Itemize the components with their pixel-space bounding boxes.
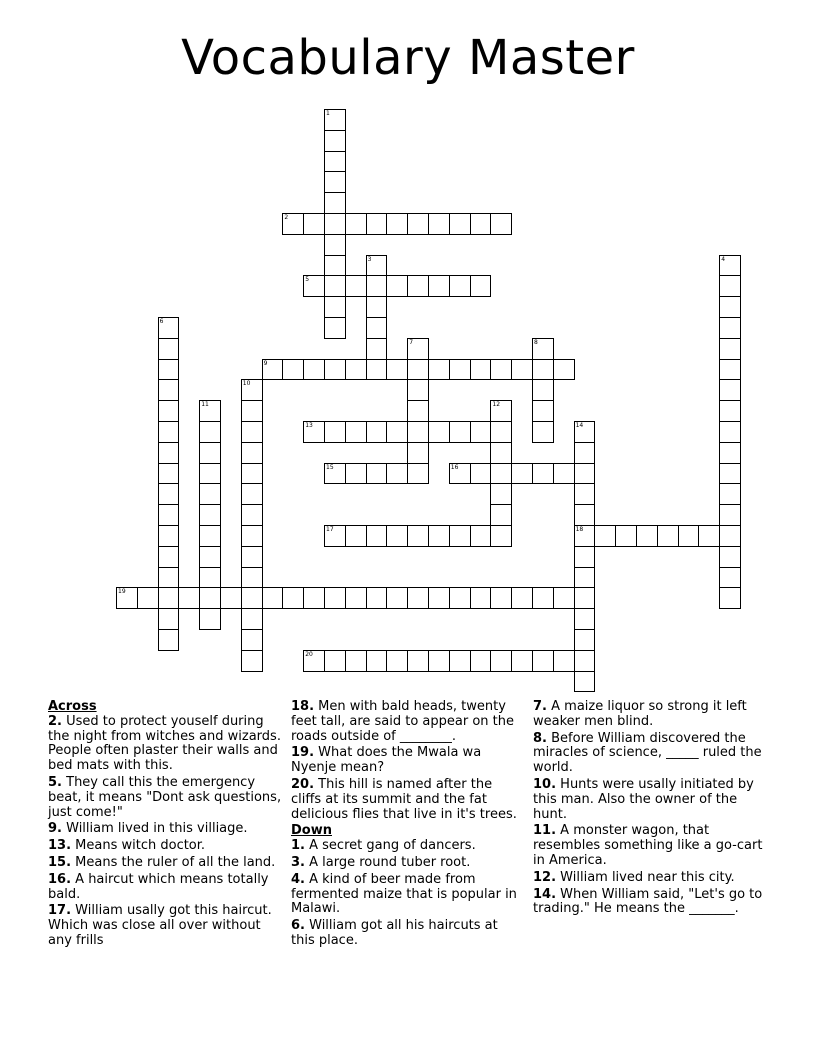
grid-cell[interactable] <box>719 567 741 589</box>
grid-cell[interactable] <box>366 650 388 672</box>
clue-number: 12. <box>533 869 557 885</box>
grid-cell[interactable] <box>428 421 450 443</box>
cell-number: 13 <box>305 422 313 429</box>
grid-cell[interactable] <box>282 587 304 609</box>
grid-cell[interactable] <box>407 338 429 360</box>
grid-cell[interactable] <box>241 546 263 568</box>
grid-cell[interactable] <box>574 421 596 443</box>
clue-number: 20. <box>291 776 315 792</box>
clue-number: 9. <box>48 821 62 837</box>
grid-cell[interactable] <box>719 296 741 318</box>
grid-cell[interactable] <box>386 463 408 485</box>
clue-number: 6. <box>291 918 305 934</box>
grid-cell[interactable] <box>470 359 492 381</box>
grid-cell[interactable] <box>490 442 512 464</box>
down-clue <box>533 732 769 776</box>
grid-cell[interactable] <box>657 525 679 547</box>
cell-number: 2 <box>284 214 289 221</box>
grid-cell[interactable] <box>490 525 512 547</box>
clues-column-1 <box>48 700 284 951</box>
grid-cell[interactable] <box>241 379 263 401</box>
grid-cell[interactable] <box>199 421 221 443</box>
grid-cell[interactable] <box>158 463 180 485</box>
grid-cell[interactable] <box>678 525 700 547</box>
clue-number: 19. <box>291 745 315 761</box>
cell-number: 8 <box>534 338 538 346</box>
grid-cell[interactable] <box>574 546 596 568</box>
grid-cell[interactable] <box>178 587 200 609</box>
clue-text: A monster wagon, that resembles something like a go-cart in America. <box>533 823 763 868</box>
grid-cell[interactable] <box>511 650 533 672</box>
grid-cell[interactable] <box>199 504 221 526</box>
grid-cell[interactable] <box>386 359 408 381</box>
grid-cell[interactable] <box>366 338 388 360</box>
grid-cell[interactable] <box>158 359 180 381</box>
across-clue <box>48 822 284 837</box>
across-clue <box>48 904 284 948</box>
grid-cell[interactable] <box>428 525 450 547</box>
cell-number: 1 <box>326 110 330 117</box>
cell-number: 4 <box>721 255 726 263</box>
clue-text: William lived near this city. <box>560 869 735 885</box>
grid-cell[interactable] <box>407 463 429 485</box>
grid-cell[interactable] <box>386 213 408 235</box>
grid-cell[interactable] <box>324 151 346 173</box>
grid-cell[interactable] <box>241 421 263 443</box>
clue-number: 2. <box>48 713 62 729</box>
grid-cell[interactable] <box>470 213 492 235</box>
grid-cell[interactable] <box>158 483 180 505</box>
grid-cell[interactable] <box>490 213 512 235</box>
grid-cell[interactable] <box>719 379 741 401</box>
grid-cell[interactable] <box>615 525 637 547</box>
grid-cell[interactable] <box>324 317 346 339</box>
grid-cell[interactable] <box>199 442 221 464</box>
clue-text: A haircut which means totally bald. <box>48 871 269 902</box>
grid-cell[interactable] <box>698 525 720 547</box>
grid-cell[interactable] <box>532 463 554 485</box>
down-clue <box>533 871 769 886</box>
grid-cell[interactable] <box>366 525 388 547</box>
cell-number: 15 <box>326 463 334 471</box>
grid-cell[interactable] <box>470 275 492 297</box>
grid-cell[interactable] <box>719 525 741 547</box>
cell-number: 7 <box>409 338 414 346</box>
down-clue <box>291 839 521 854</box>
grid-cell[interactable] <box>428 359 450 381</box>
grid-cell[interactable] <box>449 421 471 443</box>
clue-number: 8. <box>533 730 547 746</box>
grid-cell[interactable] <box>532 379 554 401</box>
clue-text: William got all his haircuts at this place. <box>291 918 498 948</box>
grid-cell[interactable] <box>594 525 616 547</box>
grid-cell[interactable] <box>574 650 596 672</box>
grid-cell[interactable] <box>532 338 554 360</box>
grid-cell[interactable] <box>241 587 263 609</box>
grid-cell[interactable] <box>158 629 180 651</box>
grid-cell[interactable] <box>366 317 388 339</box>
clues-column-2 <box>291 700 521 951</box>
grid-cell[interactable] <box>324 192 346 214</box>
grid-cell[interactable] <box>324 213 346 235</box>
grid-cell[interactable] <box>490 650 512 672</box>
grid-cell[interactable] <box>449 525 471 547</box>
grid-cell[interactable] <box>719 587 741 609</box>
grid-cell[interactable] <box>532 650 554 672</box>
grid-cell[interactable] <box>719 463 741 485</box>
grid-cell[interactable] <box>199 587 221 609</box>
grid-cell[interactable] <box>303 359 325 381</box>
across-header: Across <box>48 699 97 714</box>
down-header: Down <box>291 823 332 839</box>
down-clue <box>533 778 769 822</box>
grid-cell[interactable] <box>636 525 658 547</box>
grid-cell[interactable] <box>490 359 512 381</box>
grid-cell[interactable] <box>719 317 741 339</box>
grid-cell[interactable] <box>366 213 388 235</box>
clue-text: When William said, "Let's go to trading." He means the _______. <box>533 886 763 917</box>
down-clue <box>533 824 769 868</box>
grid-cell[interactable] <box>490 421 512 443</box>
grid-cell[interactable] <box>719 400 741 422</box>
cell-number: 17 <box>326 526 334 533</box>
grid-cell[interactable] <box>490 400 512 422</box>
across-clue <box>48 776 284 820</box>
grid-cell[interactable] <box>428 650 450 672</box>
grid-cell[interactable] <box>303 213 325 235</box>
clue-number: 1. <box>291 838 305 854</box>
down-clue <box>291 873 521 917</box>
grid-cell[interactable] <box>324 525 346 547</box>
grid-cell[interactable] <box>303 650 325 672</box>
clue-number: 11. <box>533 823 557 839</box>
grid-cell[interactable] <box>407 650 429 672</box>
grid-cell[interactable] <box>719 255 741 277</box>
clue-number: 18. <box>291 699 315 714</box>
grid-cell[interactable] <box>574 629 596 651</box>
grid-cell[interactable] <box>511 587 533 609</box>
grid-cell[interactable] <box>324 359 346 381</box>
grid-cell[interactable] <box>241 483 263 505</box>
grid-cell[interactable] <box>574 608 596 630</box>
grid-cell[interactable] <box>220 587 242 609</box>
grid-cell[interactable] <box>386 587 408 609</box>
grid-cell[interactable] <box>324 109 346 131</box>
clue-text: Hunts were usally initiated by this man. Also the owner of the hunt. <box>533 776 754 822</box>
grid-cell[interactable] <box>511 359 533 381</box>
grid-cell[interactable] <box>158 442 180 464</box>
grid-cell[interactable] <box>345 650 367 672</box>
grid-cell[interactable] <box>719 483 741 505</box>
grid-cell[interactable] <box>470 650 492 672</box>
grid-cell[interactable] <box>324 463 346 485</box>
grid-cell[interactable] <box>470 463 492 485</box>
grid-cell[interactable] <box>470 525 492 547</box>
grid-cell[interactable] <box>158 421 180 443</box>
clue-text: A kind of beer made from fermented maize that is popular in Malawi. <box>291 871 517 917</box>
grid-cell[interactable] <box>719 421 741 443</box>
grid-cell[interactable] <box>428 275 450 297</box>
clue-text: Used to protect youself during the night from witches and wizards. People often plaster their walls and bed mats with this. <box>48 713 281 774</box>
grid-cell[interactable] <box>241 525 263 547</box>
grid-cell[interactable] <box>449 359 471 381</box>
grid-cell[interactable] <box>449 587 471 609</box>
grid-cell[interactable] <box>719 504 741 526</box>
clue-number: 16. <box>48 871 72 887</box>
grid-cell[interactable] <box>158 587 180 609</box>
grid-cell[interactable] <box>719 338 741 360</box>
grid-cell[interactable] <box>574 587 596 609</box>
grid-cell[interactable] <box>345 213 367 235</box>
clue-text: Men with bald heads, twenty feet tall, are said to appear on the roads outside of ________. <box>291 699 514 744</box>
grid-cell[interactable] <box>241 650 263 672</box>
grid-cell[interactable] <box>386 525 408 547</box>
cell-number: 6 <box>159 318 164 325</box>
grid-cell[interactable] <box>574 671 596 693</box>
grid-cell[interactable] <box>303 421 325 443</box>
clue-text: A secret gang of dancers. <box>309 838 476 854</box>
grid-cell[interactable] <box>719 275 741 297</box>
grid-cell[interactable] <box>574 567 596 589</box>
grid-cell[interactable] <box>345 587 367 609</box>
grid-cell[interactable] <box>241 463 263 485</box>
grid-cell[interactable] <box>241 400 263 422</box>
grid-cell[interactable] <box>199 483 221 505</box>
cell-number: 10 <box>242 380 251 388</box>
grid-cell[interactable] <box>719 442 741 464</box>
grid-cell[interactable] <box>449 463 471 485</box>
grid-cell[interactable] <box>574 483 596 505</box>
grid-cell[interactable] <box>345 463 367 485</box>
grid-cell[interactable] <box>241 629 263 651</box>
page-title: Vocabulary Master <box>181 30 635 86</box>
grid-cell[interactable] <box>158 608 180 630</box>
grid-cell[interactable] <box>407 400 429 422</box>
grid-cell[interactable] <box>366 463 388 485</box>
grid-cell[interactable] <box>241 567 263 589</box>
grid-cell[interactable] <box>511 463 533 485</box>
across-clue <box>291 700 521 744</box>
grid-cell[interactable] <box>449 275 471 297</box>
clue-number: 7. <box>533 699 547 714</box>
grid-cell[interactable] <box>574 463 596 485</box>
clue-number: 14. <box>533 886 557 902</box>
grid-cell[interactable] <box>345 275 367 297</box>
grid-cell[interactable] <box>490 483 512 505</box>
across-clue <box>48 856 284 871</box>
grid-cell[interactable] <box>158 567 180 589</box>
grid-cell[interactable] <box>553 463 575 485</box>
grid-cell[interactable] <box>553 650 575 672</box>
clue-text: What does the Mwala wa Nyenje mean? <box>291 745 482 776</box>
across-clue <box>291 746 521 776</box>
grid-cell[interactable] <box>470 587 492 609</box>
grid-cell[interactable] <box>241 442 263 464</box>
cell-number: 5 <box>305 276 310 284</box>
grid-cell[interactable] <box>199 463 221 485</box>
cell-number: 20 <box>305 650 313 658</box>
clue-number: 13. <box>48 838 72 854</box>
grid-cell[interactable] <box>158 546 180 568</box>
grid-cell[interactable] <box>199 608 221 630</box>
grid-cell[interactable] <box>262 359 284 381</box>
grid-cell[interactable] <box>324 255 346 277</box>
grid-cell[interactable] <box>199 567 221 589</box>
grid-cell[interactable] <box>241 504 263 526</box>
cell-number: 18 <box>575 526 584 533</box>
cell-number: 14 <box>575 422 584 429</box>
clue-number: 15. <box>48 854 72 870</box>
grid-cell[interactable] <box>407 421 429 443</box>
grid-cell[interactable] <box>407 379 429 401</box>
down-clue <box>291 856 521 871</box>
cell-number: 3 <box>367 255 372 263</box>
grid-cell[interactable] <box>490 504 512 526</box>
grid-cell[interactable] <box>719 546 741 568</box>
grid-cell[interactable] <box>324 587 346 609</box>
across-clue <box>48 839 284 854</box>
clue-number: 4. <box>291 871 305 887</box>
grid-cell[interactable] <box>407 213 429 235</box>
clues-column-3 <box>533 700 769 919</box>
clue-number: 3. <box>291 854 305 870</box>
grid-cell[interactable] <box>366 275 388 297</box>
clue-number: 5. <box>48 774 62 790</box>
grid-cell[interactable] <box>241 608 263 630</box>
grid-cell[interactable] <box>303 275 325 297</box>
grid-cell[interactable] <box>449 650 471 672</box>
grid-cell[interactable] <box>386 421 408 443</box>
grid-cell[interactable] <box>428 587 450 609</box>
grid-cell[interactable] <box>470 421 492 443</box>
grid-cell[interactable] <box>158 504 180 526</box>
grid-cell[interactable] <box>407 525 429 547</box>
grid-cell[interactable] <box>324 234 346 256</box>
grid-cell[interactable] <box>490 587 512 609</box>
grid-cell[interactable] <box>116 587 138 609</box>
grid-cell[interactable] <box>324 650 346 672</box>
clue-text: William usally got this haircut. Which was close all over without any frills <box>48 903 272 948</box>
grid-cell[interactable] <box>199 525 221 547</box>
grid-cell[interactable] <box>324 130 346 152</box>
across-clue <box>48 715 284 774</box>
grid-cell[interactable] <box>158 379 180 401</box>
clue-text: A maize liquor so strong it left weaker men blind. <box>533 699 747 729</box>
grid-cell[interactable] <box>574 504 596 526</box>
clue-text: William lived in this villiage. <box>66 821 248 837</box>
grid-cell[interactable] <box>158 338 180 360</box>
grid-cell[interactable] <box>386 650 408 672</box>
clue-text: Means the ruler of all the land. <box>75 854 276 870</box>
grid-cell[interactable] <box>324 421 346 443</box>
grid-cell[interactable] <box>428 213 450 235</box>
across-clue <box>48 873 284 903</box>
grid-cell[interactable] <box>366 255 388 277</box>
clue-text: Before William discovered the miracles of science, _____ ruled the world. <box>533 730 762 776</box>
cell-number: 19 <box>118 588 126 596</box>
grid-cell[interactable] <box>574 525 596 547</box>
cell-number: 11 <box>201 401 209 409</box>
grid-cell[interactable] <box>719 359 741 381</box>
clue-number: 10. <box>533 776 557 792</box>
grid-cell[interactable] <box>449 213 471 235</box>
across-clue <box>291 778 521 822</box>
grid-cell[interactable] <box>407 587 429 609</box>
grid-cell[interactable] <box>137 587 159 609</box>
grid-cell[interactable] <box>345 525 367 547</box>
grid-cell[interactable] <box>366 296 388 318</box>
down-clue <box>533 888 769 918</box>
grid-cell[interactable] <box>553 359 575 381</box>
grid-cell[interactable] <box>407 359 429 381</box>
grid-cell[interactable] <box>199 400 221 422</box>
grid-cell[interactable] <box>386 275 408 297</box>
grid-cell[interactable] <box>345 359 367 381</box>
grid-cell[interactable] <box>158 525 180 547</box>
grid-cell[interactable] <box>324 296 346 318</box>
grid-cell[interactable] <box>366 359 388 381</box>
grid-cell[interactable] <box>553 587 575 609</box>
cell-number: 9 <box>263 359 268 367</box>
grid-cell[interactable] <box>324 275 346 297</box>
grid-cell[interactable] <box>199 546 221 568</box>
grid-cell[interactable] <box>303 587 325 609</box>
grid-cell[interactable] <box>532 587 554 609</box>
grid-cell[interactable] <box>532 421 554 443</box>
down-clue <box>533 700 769 730</box>
grid-cell[interactable] <box>532 400 554 422</box>
clue-text: They call this the emergency beat, it means "Dont ask questions, just come!" <box>48 774 282 820</box>
grid-cell[interactable] <box>158 317 180 339</box>
down-clue <box>291 919 521 949</box>
clue-text: A large round tuber root. <box>309 854 471 870</box>
grid-cell[interactable] <box>366 587 388 609</box>
clue-text: Means witch doctor. <box>75 838 206 854</box>
clue-number: 17. <box>48 903 72 919</box>
grid-cell[interactable] <box>366 421 388 443</box>
grid-cell[interactable] <box>490 463 512 485</box>
grid-cell[interactable] <box>282 359 304 381</box>
cell-number: 12 <box>492 401 501 409</box>
grid-cell[interactable] <box>532 359 554 381</box>
grid-cell[interactable] <box>407 442 429 464</box>
grid-cell[interactable] <box>282 213 304 235</box>
grid-cell[interactable] <box>262 587 284 609</box>
grid-cell[interactable] <box>324 171 346 193</box>
clue-text: This hill is named after the cliffs at its summit and the fat delicious flies that live in it's trees. <box>291 776 517 822</box>
grid-cell[interactable] <box>345 421 367 443</box>
cell-number: 16 <box>450 463 459 471</box>
grid-cell[interactable] <box>574 442 596 464</box>
grid-cell[interactable] <box>407 275 429 297</box>
grid-cell[interactable] <box>158 400 180 422</box>
